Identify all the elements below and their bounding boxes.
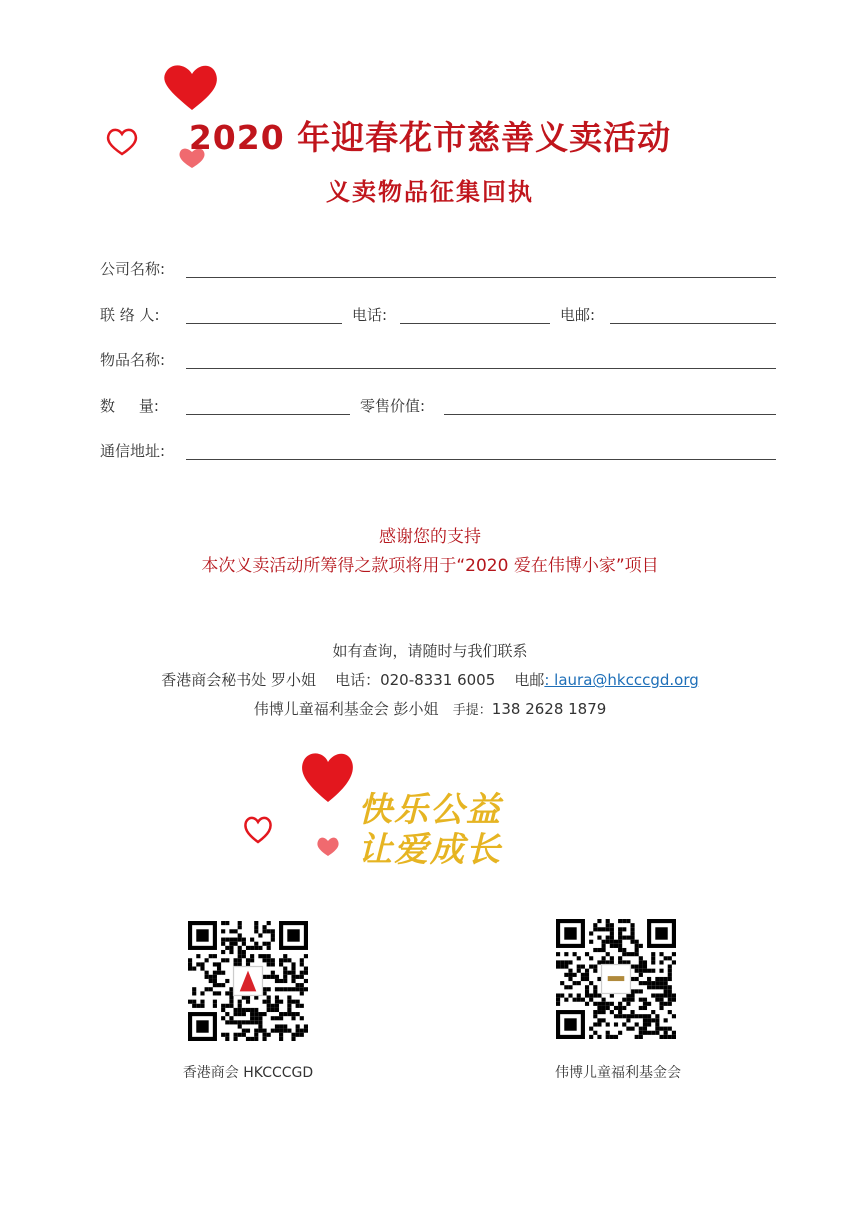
thanks-line-2: 本次义卖活动所筹得之款项将用于“2020 爱在伟博小家”项目: [201, 556, 659, 576]
contact-org1: 香港商会秘书处 罗小姐: [161, 671, 317, 689]
company-row: [100, 258, 776, 282]
retail-value-label: 零售价值:: [360, 397, 426, 415]
qr-caption-hkcccgd: 香港商会 HKCCCGD: [182, 1065, 314, 1081]
contact-row: [100, 304, 776, 328]
contact-label: 联 络 人:: [100, 306, 160, 324]
big-heart-icon: [302, 753, 353, 802]
contact-org1-phone: 电话：020-8331 6005: [335, 671, 496, 689]
qr-code-hkcccgd: [188, 920, 308, 1042]
contact-org1-email-label: 电邮: [514, 671, 545, 689]
page-title: 2020 年迎春花市慈善义卖活动: [188, 118, 672, 157]
quantity-row: [100, 395, 776, 419]
qr-caption-weibo-foundation: 伟博儿童福利基金会: [555, 1065, 681, 1081]
contact-field[interactable]: [186, 323, 342, 324]
heart-decoration-slogan: [240, 748, 370, 860]
contact-line-2: [0, 698, 860, 719]
company-label: 公司名称:: [100, 260, 166, 278]
address-field[interactable]: [186, 459, 776, 460]
email-field[interactable]: [610, 323, 776, 324]
contact-line-1: [0, 669, 860, 690]
contact-intro: 如有查询，请随时与我们联系: [332, 642, 528, 660]
page-subtitle: 义卖物品征集回执: [326, 178, 534, 206]
foundation-logo-icon: [608, 976, 625, 981]
quantity-label: 数 量:: [100, 397, 159, 415]
contact-org2-mobile-label: 手提：: [452, 703, 492, 718]
slogan-line-1: 快乐公益: [358, 790, 502, 830]
retail-value-field[interactable]: [444, 414, 776, 415]
item-label: 物品名称:: [100, 351, 166, 369]
item-field[interactable]: [186, 368, 776, 369]
phone-field[interactable]: [400, 323, 550, 324]
contact-email-link[interactable]: : laura@hkcccgd.org: [544, 671, 699, 689]
slogan-line-2: 让爱成长: [358, 830, 502, 870]
outline-heart-icon: [245, 818, 270, 842]
thanks-line-1: 感谢您的支持: [379, 527, 481, 547]
contact-org2-mobile: 138 2628 1879: [491, 700, 607, 718]
contact-org2: 伟博儿童福利基金会 彭小姐: [253, 700, 439, 718]
big-heart-icon: [164, 65, 217, 110]
address-label: 通信地址:: [100, 442, 166, 460]
address-row: [100, 440, 776, 464]
item-row: [100, 349, 776, 373]
quantity-field[interactable]: [186, 414, 350, 415]
slogan: [358, 790, 502, 870]
company-field[interactable]: [186, 277, 776, 278]
email-label: 电邮:: [560, 306, 596, 324]
small-heart-icon: [317, 838, 338, 856]
phone-label: 电话:: [352, 306, 388, 324]
qr-code-weibo-foundation: [556, 918, 676, 1040]
